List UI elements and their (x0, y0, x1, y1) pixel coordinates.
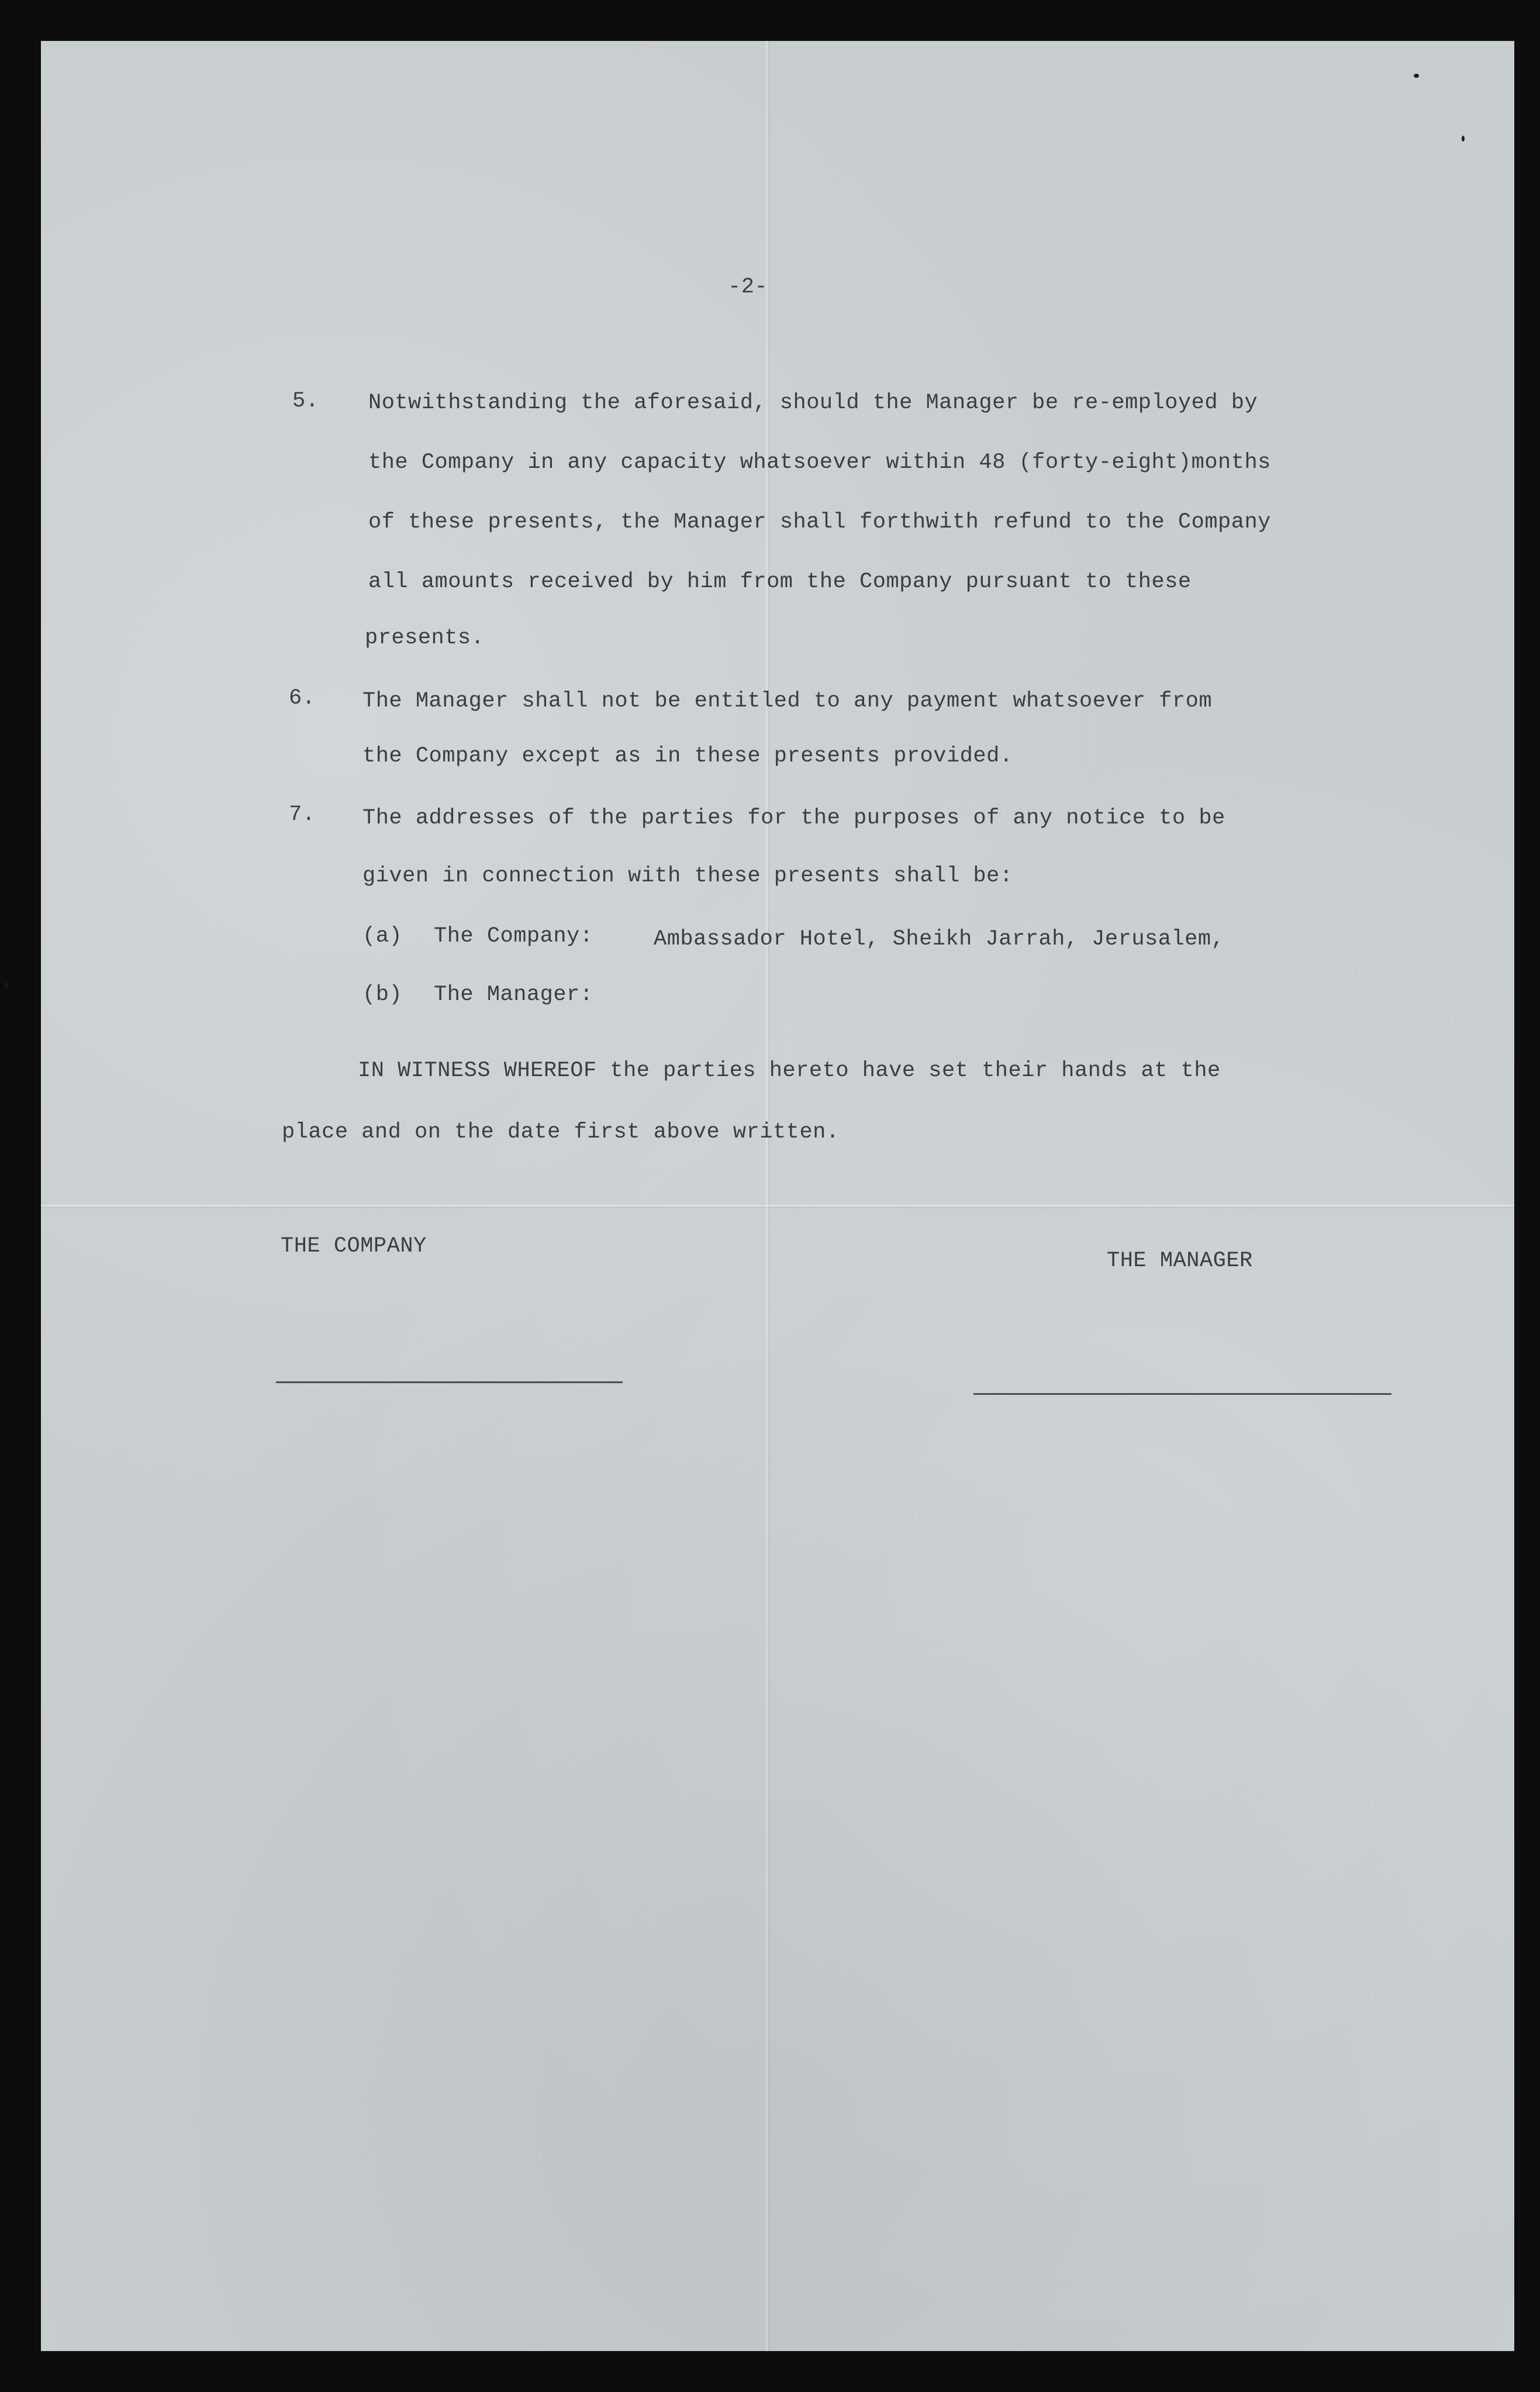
ink-speck (5, 983, 8, 988)
document-page (41, 41, 1514, 2351)
ink-speck (1462, 136, 1465, 142)
clause-6-line: The Manager shall not be entitled to any payment whatsoever from (362, 689, 1213, 714)
clause-7-sub-b-text: The Manager: (434, 983, 593, 1007)
clause-5-line: the Company in any capacity whatsoever within 48 (forty-eight)months (368, 450, 1271, 475)
ink-speck (1414, 74, 1419, 78)
signature-line-manager (973, 1393, 1391, 1395)
clause-5-line: all amounts received by him from the Company pursuant to these (368, 570, 1192, 594)
clause-7-sub-b-label: (b) (362, 983, 403, 1007)
clause-6-number: 6. (289, 686, 316, 711)
clause-6-line: the Company except as in these presents provided. (362, 744, 1013, 768)
clause-7-line: The addresses of the parties for the purposes of any notice to be (362, 806, 1225, 830)
page-number: -2- (728, 275, 768, 299)
clause-5-line: Notwithstanding the aforesaid, should the Manager be re-employed by (368, 391, 1258, 415)
clause-5-number: 5. (292, 389, 319, 413)
paper-fold-vertical (766, 41, 768, 2351)
witness-line: IN WITNESS WHEREOF the parties hereto have set their hands at the (358, 1059, 1221, 1083)
signature-label-company: THE COMPANY (281, 1234, 427, 1259)
clause-7-sub-a-text: The Company: (434, 924, 593, 949)
signature-label-manager: THE MANAGER (1107, 1249, 1253, 1273)
clause-7-sub-a-label: (a) (362, 924, 403, 949)
clause-5-line: presents. (365, 626, 485, 650)
signature-line-company (276, 1381, 623, 1383)
paper-fold-horizontal (41, 1205, 1514, 1207)
clause-5-line: of these presents, the Manager shall forthwith refund to the Company (368, 510, 1271, 535)
witness-line: place and on the date first above written. (282, 1120, 840, 1145)
company-address: Ambassador Hotel, Sheikh Jarrah, Jerusalem, (654, 927, 1225, 952)
clause-7-line: given in connection with these presents shall be: (362, 864, 1013, 888)
clause-7-number: 7. (289, 802, 316, 827)
